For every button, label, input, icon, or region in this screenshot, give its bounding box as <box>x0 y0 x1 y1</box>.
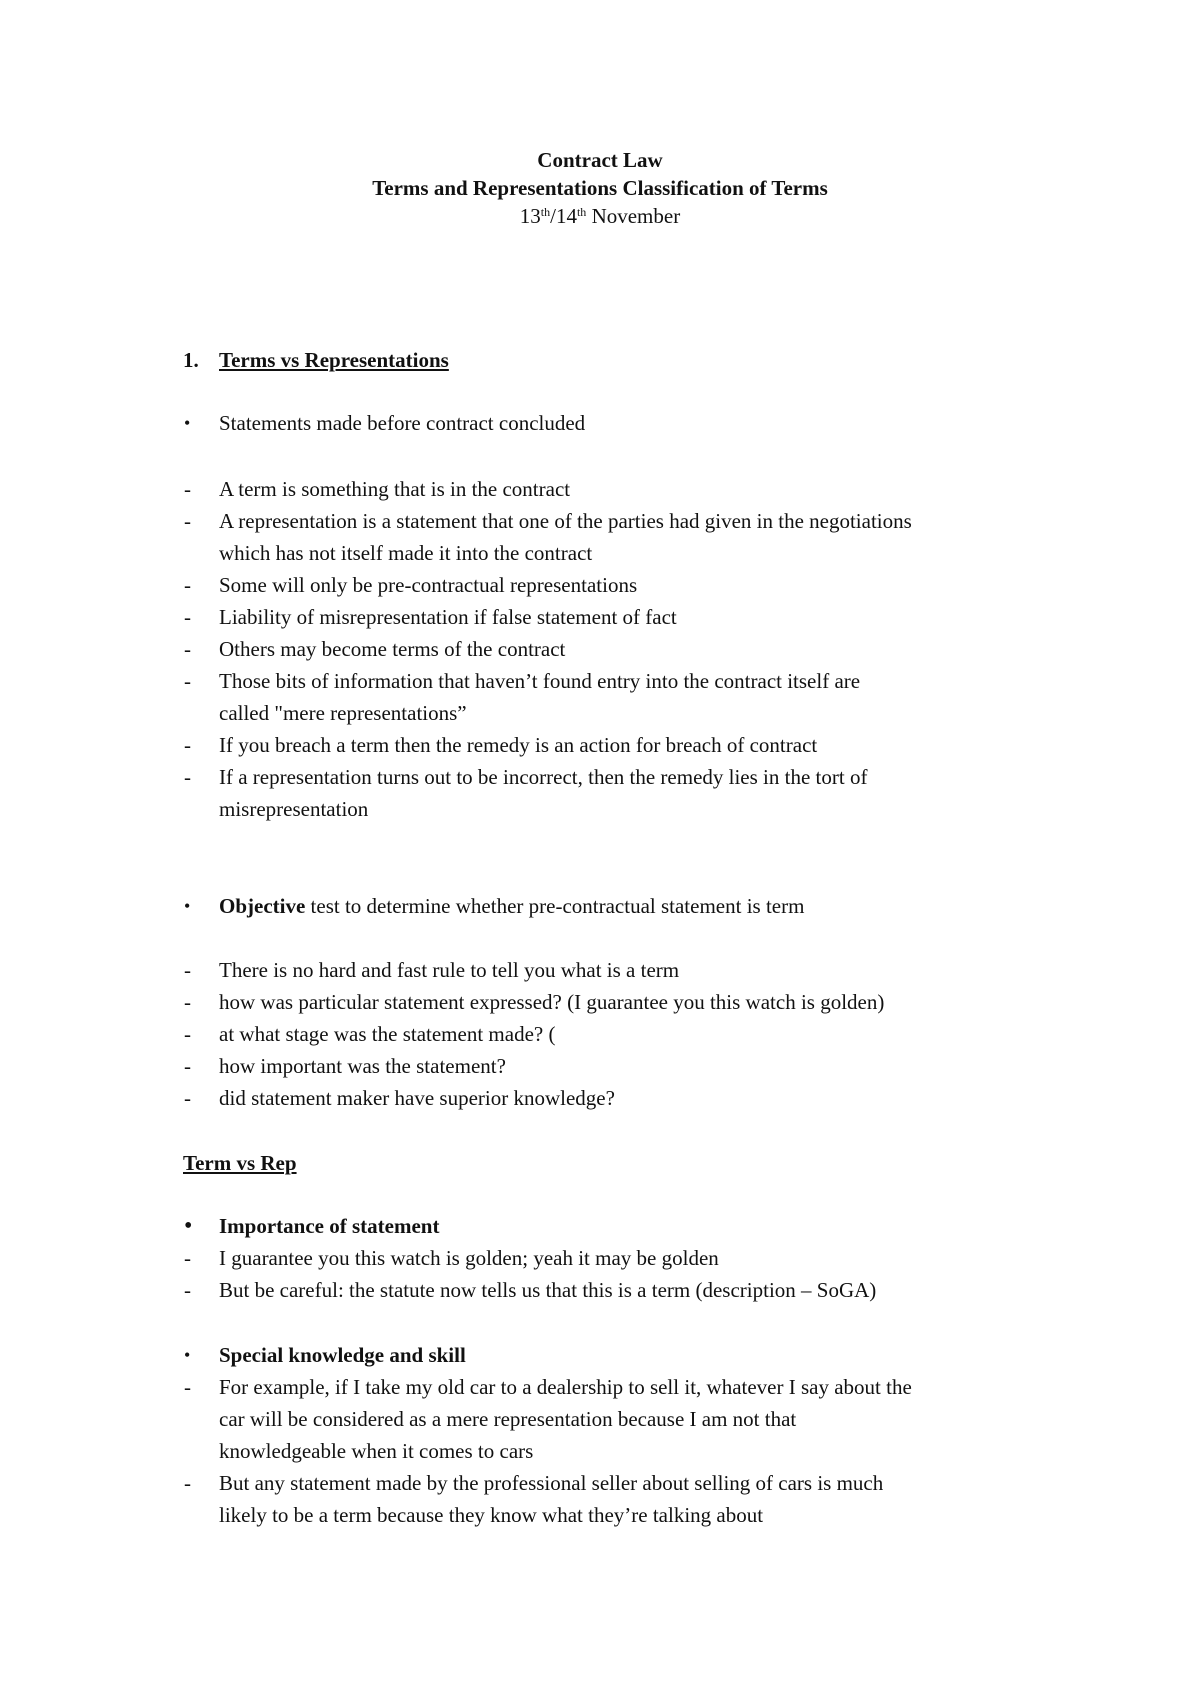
dash-item-text: But be careful: the statute now tells us that this is a term (description – SoGA) <box>219 1278 877 1302</box>
document-title-block <box>0 146 1200 230</box>
dash-item-text: A term is something that is in the contract <box>219 477 571 501</box>
dash-icon: - <box>184 958 191 982</box>
bullet-text: Statements made before contract concluded <box>219 411 586 435</box>
dash-icon: - <box>184 637 191 661</box>
bullet-heading: Special knowledge and skill <box>219 1343 466 1367</box>
dash-item-text: If you breach a term then the remedy is an action for breach of contract <box>219 733 818 757</box>
dash-icon: - <box>184 1471 191 1495</box>
document-subtitle: Terms and Representations Classification of Terms <box>372 176 828 200</box>
dash-item-text: car will be considered as a mere representation because I am not that <box>219 1407 797 1431</box>
dash-icon: - <box>184 669 191 693</box>
bullet-heading: Importance of statement <box>219 1214 440 1238</box>
document-title: Contract Law <box>537 148 663 172</box>
dash-item-text: likely to be a term because they know what they’re talking about <box>219 1503 764 1527</box>
dash-item-text: I guarantee you this watch is golden; yeah it may be golden <box>219 1246 719 1270</box>
dash-icon: - <box>184 509 191 533</box>
date-day2: /14 <box>550 204 577 228</box>
dash-icon: - <box>184 1278 191 1302</box>
term-vs-rep-heading: Term vs Rep <box>183 1151 297 1175</box>
dash-icon: - <box>184 733 191 757</box>
date-suffix: th <box>540 205 551 219</box>
bullet-icon: • <box>184 896 191 916</box>
dash-icon: - <box>184 1246 191 1270</box>
dash-item-text: knowledgeable when it comes to cars <box>219 1439 534 1463</box>
dash-item-text: Liability of misrepresentation if false statement of fact <box>219 605 677 629</box>
date-day: 13 <box>519 204 541 228</box>
document-date <box>0 202 1200 230</box>
bullet-icon: • <box>184 413 191 433</box>
dash-icon: - <box>184 477 191 501</box>
dash-item-text: did statement maker have superior knowledge? <box>219 1086 615 1110</box>
dash-item-text: how was particular statement expressed? (I guarantee you this watch is golden) <box>219 990 885 1014</box>
dash-item-text: misrepresentation <box>219 797 369 821</box>
dash-item-text: how important was the statement? <box>219 1054 506 1078</box>
bullet-icon: • <box>184 1345 191 1365</box>
dash-item-text: which has not itself made it into the contract <box>219 541 593 565</box>
dash-item-text: For example, if I take my old car to a dealership to sell it, whatever I say about the <box>219 1375 912 1399</box>
dash-icon: - <box>184 765 191 789</box>
date-month: November <box>586 204 681 228</box>
dash-item-text: Others may become terms of the contract <box>219 637 566 661</box>
dash-item-text: at what stage was the statement made? ( <box>219 1022 556 1046</box>
dash-icon: - <box>184 1022 191 1046</box>
bold-keyword: Objective <box>219 894 306 918</box>
dash-icon: - <box>184 990 191 1014</box>
dash-icon: - <box>184 605 191 629</box>
dash-icon: - <box>184 1375 191 1399</box>
dash-item-text: Some will only be pre-contractual representations <box>219 573 638 597</box>
dash-icon: - <box>184 1086 191 1110</box>
bullet-text-rest: test to determine whether pre-contractual statement is term <box>305 894 805 918</box>
dash-item-text: There is no hard and fast rule to tell you what is a term <box>219 958 680 982</box>
dash-item-text: Those bits of information that haven’t found entry into the contract itself are <box>219 669 861 693</box>
bullet-text <box>219 891 804 921</box>
dash-item-text: called "mere representations” <box>219 701 467 725</box>
section-number: 1. <box>183 348 199 372</box>
bullet-icon: • <box>184 1213 193 1239</box>
dash-item-text: A representation is a statement that one of the parties had given in the negotiations <box>219 509 912 533</box>
dash-item-text: If a representation turns out to be incorrect, then the remedy lies in the tort of <box>219 765 868 789</box>
dash-icon: - <box>184 1054 191 1078</box>
date-suffix: th <box>576 205 587 219</box>
dash-item-text: But any statement made by the professional seller about selling of cars is much <box>219 1471 884 1495</box>
section-heading-text: Terms vs Representations <box>219 348 449 372</box>
dash-icon: - <box>184 573 191 597</box>
